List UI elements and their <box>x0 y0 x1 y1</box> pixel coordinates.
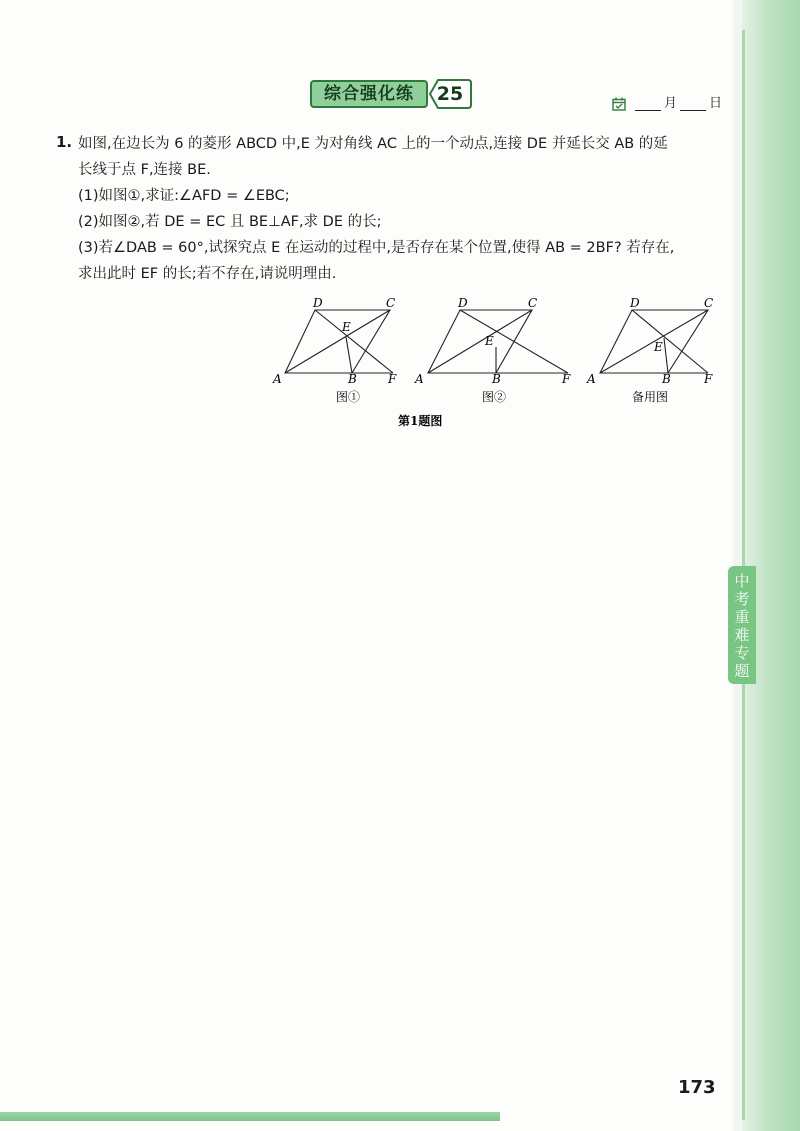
fig3-label-a: A <box>587 372 596 386</box>
title-number: 25 <box>436 83 464 105</box>
question-part-3: (3)若∠DAB = 60°,试探究点 E 在运动的过程中,是否存在某个位置,使得 AB = 2BF? 若存在, <box>78 240 675 256</box>
question-text <box>78 131 718 287</box>
month-label: 月 <box>664 96 678 111</box>
fig3-label-d: D <box>630 296 640 310</box>
question-part-1: (1)如图①,求证:∠AFD = ∠EBC; <box>78 188 290 204</box>
fig2-label-f: F <box>562 372 571 386</box>
fig2-caption: 图② <box>482 390 507 404</box>
title-label: 综合强化练 <box>310 80 428 108</box>
figure-2 <box>428 310 568 373</box>
side-tab-char: 考 <box>734 590 750 608</box>
fig3-label-e: E <box>654 340 663 354</box>
fig3-label-f: F <box>704 372 713 386</box>
day-blank[interactable] <box>680 96 706 111</box>
day-label: 日 <box>709 96 723 111</box>
bottom-decor-bar <box>0 1112 500 1121</box>
fig1-label-f: F <box>388 372 397 386</box>
date-field <box>612 92 722 111</box>
side-tab-char: 专 <box>734 644 750 662</box>
side-tab-char: 重 <box>734 608 750 626</box>
fig1-label-a: A <box>273 372 282 386</box>
figures-group-caption: 第1题图 <box>398 414 443 428</box>
side-tab-char: 中 <box>734 572 750 590</box>
figure-1 <box>285 310 393 373</box>
section-side-tab[interactable] <box>728 566 756 684</box>
fig3-label-b: B <box>662 372 671 386</box>
month-blank[interactable] <box>635 96 661 111</box>
title-number-badge <box>428 78 472 110</box>
question-part-3: 求出此时 EF 的长;若不存在,请说明理由. <box>78 266 337 282</box>
side-tab-char: 难 <box>734 626 750 644</box>
calendar-icon <box>612 97 626 111</box>
fig1-label-e: E <box>342 320 351 334</box>
question-stem: 长线于点 F,连接 BE. <box>78 162 211 178</box>
page-number: 173 <box>678 1077 716 1098</box>
fig2-label-e: E <box>485 334 494 348</box>
question-part-2: (2)如图②,若 DE = EC 且 BE⊥AF,求 DE 的长; <box>78 214 382 230</box>
fig2-label-b: B <box>492 372 501 386</box>
question-stem: 如图,在边长为 6 的菱形 ABCD 中,E 为对角线 AC 上的一个动点,连接 DE 并延长交 AB 的延 <box>78 136 668 152</box>
fig1-caption: 图① <box>336 390 361 404</box>
fig1-label-b: B <box>348 372 357 386</box>
fig2-label-d: D <box>458 296 468 310</box>
fig2-label-a: A <box>415 372 424 386</box>
fig1-label-d: D <box>313 296 323 310</box>
question-number: 1. <box>56 133 73 151</box>
side-tab-char: 题 <box>734 662 750 680</box>
fig3-caption: 备用图 <box>632 390 669 404</box>
fig1-label-c: C <box>386 296 396 310</box>
figures-group <box>270 295 730 435</box>
fig3-label-c: C <box>704 296 714 310</box>
fig2-label-c: C <box>528 296 538 310</box>
